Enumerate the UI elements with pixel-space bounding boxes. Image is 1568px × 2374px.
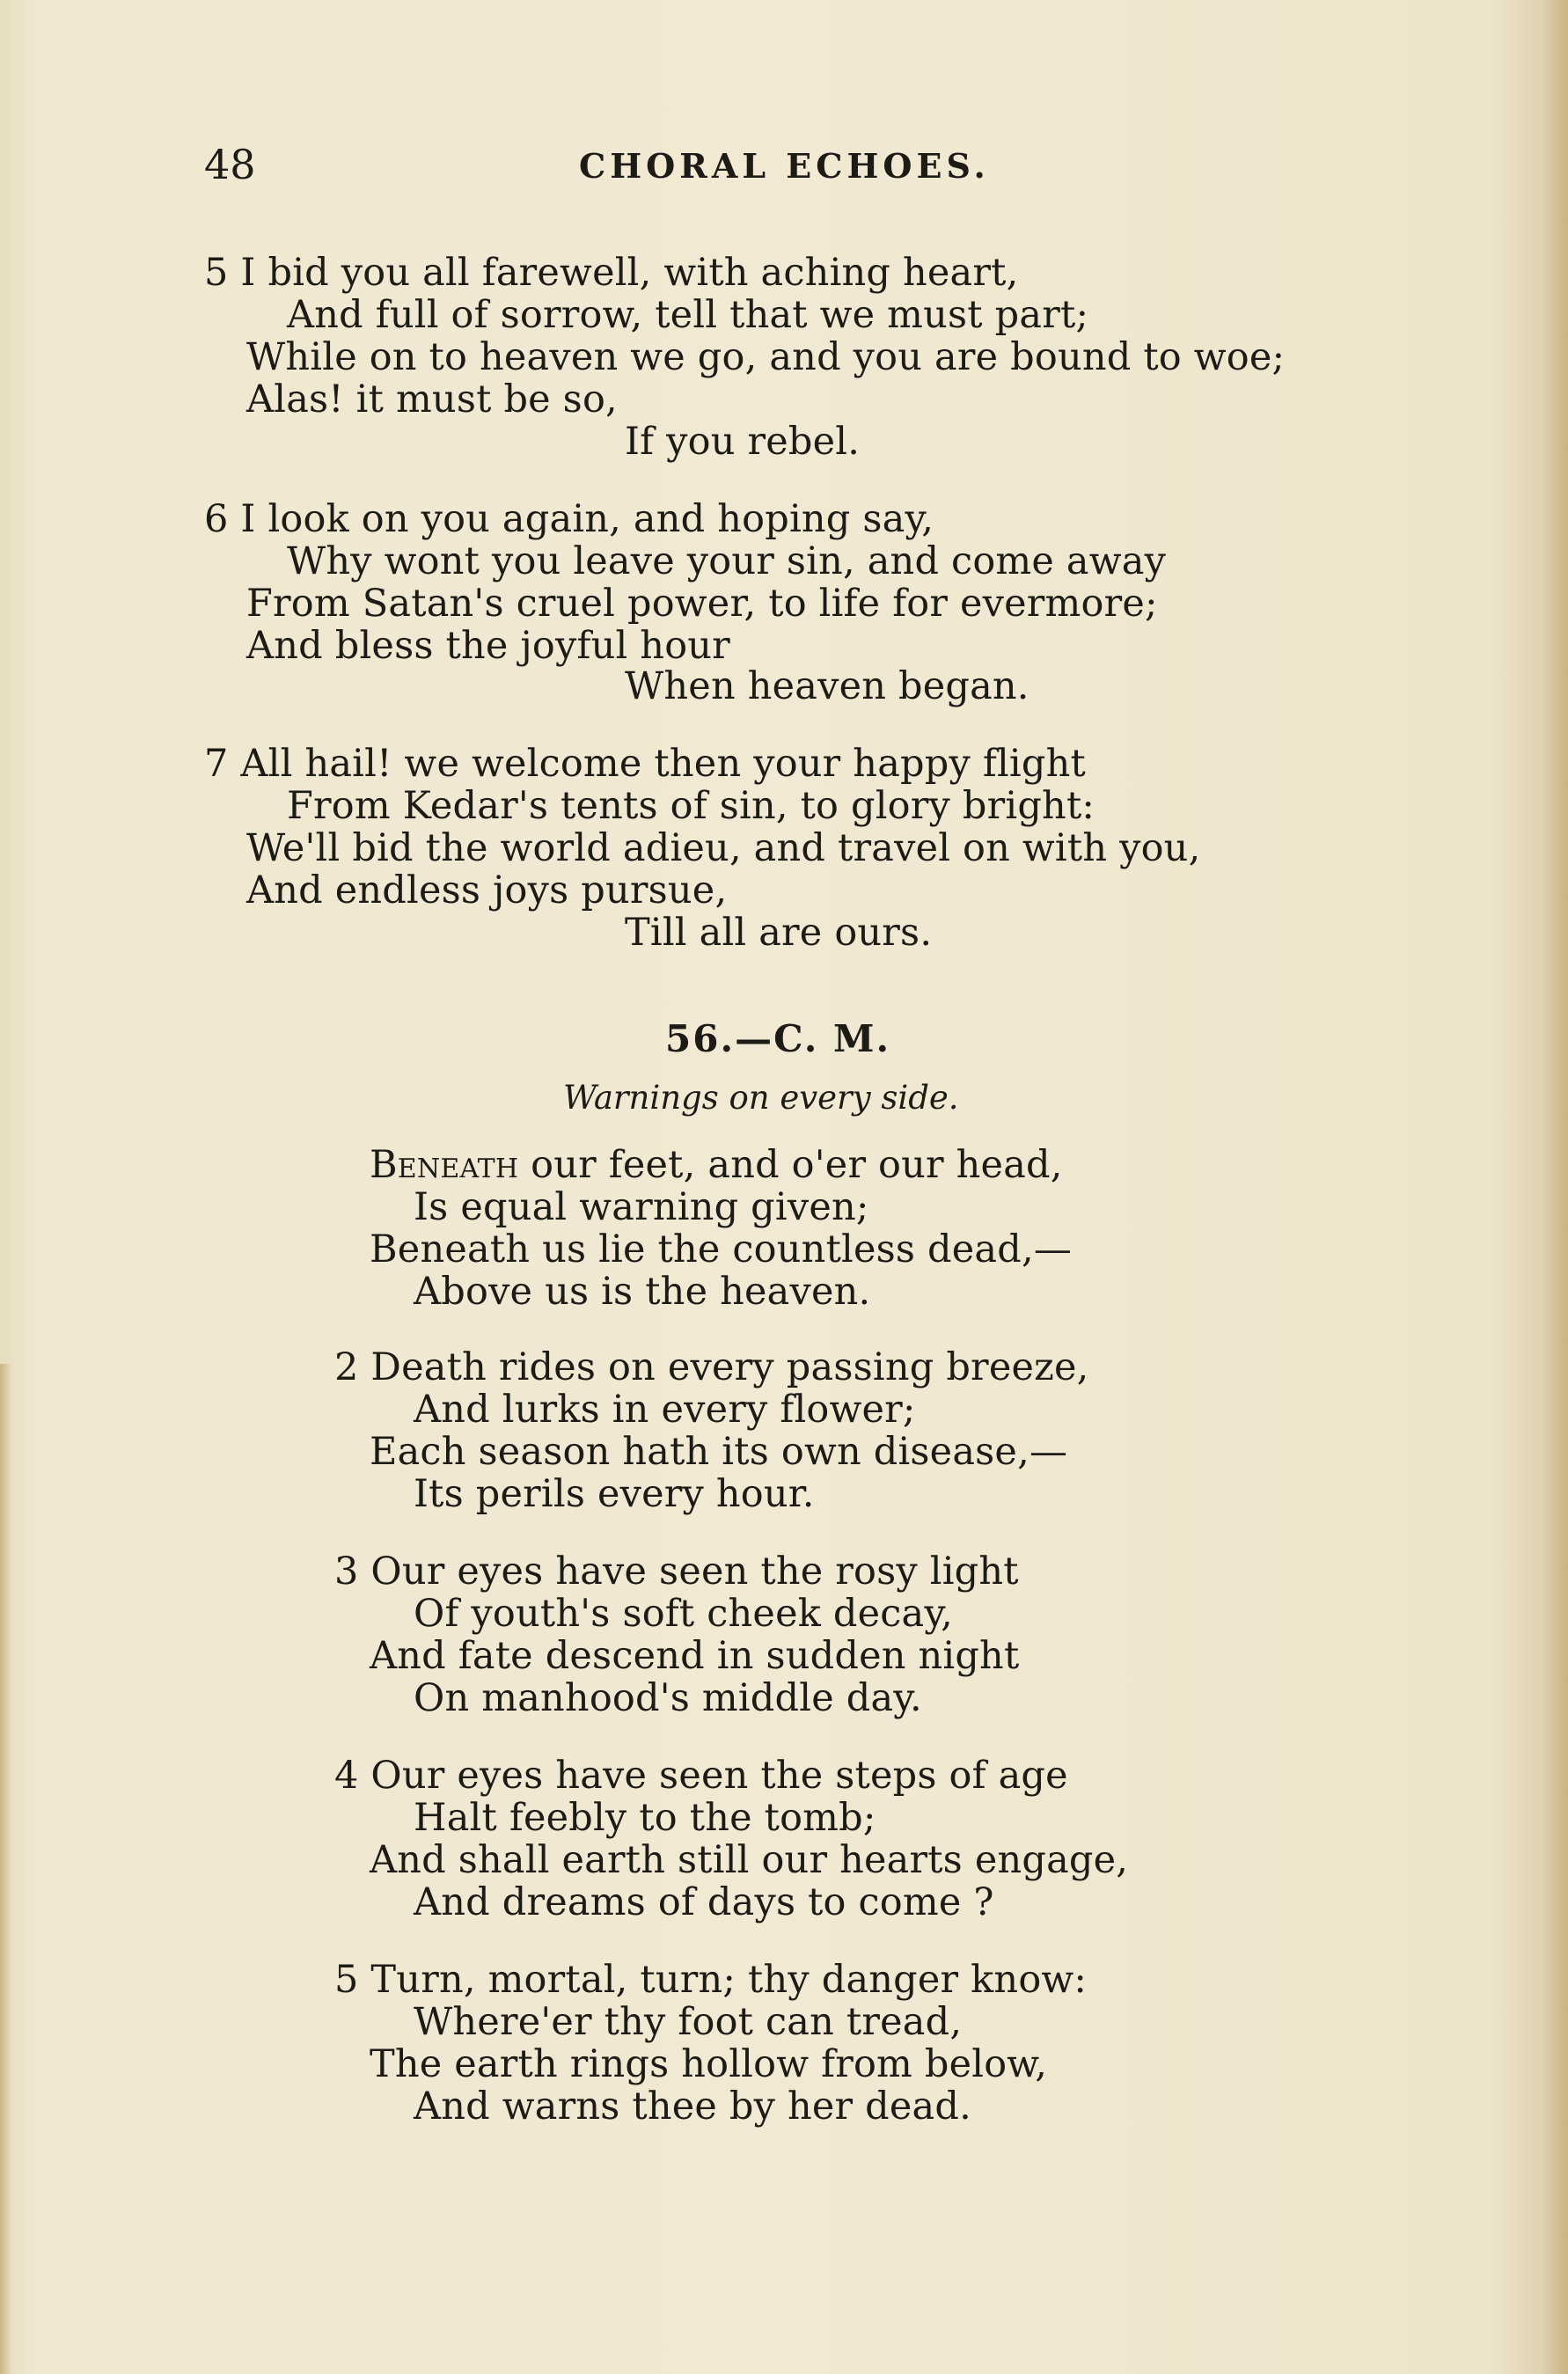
verse-line: And fate descend in sudden night — [370, 1634, 1020, 1678]
page-edge-shadow — [1542, 0, 1568, 2374]
verse-line: The earth rings hollow from below, — [370, 2042, 1048, 2086]
verse-line: 7 All hail! we welcome then your happy flight — [204, 742, 1086, 786]
verse-line: 3 Our eyes have seen the rosy light — [334, 1550, 1019, 1594]
verse-line: And endless joys pursue, — [246, 868, 728, 912]
verse-line: Each season hath its own disease,— — [370, 1430, 1068, 1474]
hymn-subtitle: Warnings on every side. — [563, 1079, 959, 1117]
verse-line: Alas! it must be so, — [246, 377, 618, 421]
verse-line-rest: our feet, and o'er our head, — [531, 1143, 1063, 1187]
verse-line: While on to heaven we go, and you are bound to woe; — [246, 335, 1286, 379]
verse-line: Beneath us lie the countless dead,— — [370, 1227, 1073, 1271]
verse-line: And shall earth still our hearts engage, — [370, 1838, 1129, 1882]
verse-line: 5 I bid you all farewell, with aching heart, — [204, 251, 1019, 295]
hymn-heading: 56.—C. M. — [665, 1017, 891, 1060]
verse-line: 5 Turn, mortal, turn; thy danger know: — [334, 1958, 1088, 2002]
verse-line: And dreams of days to come ? — [414, 1880, 994, 1924]
verse-line: From Kedar's tents of sin, to glory bright: — [287, 784, 1095, 828]
verse-line: And bless the joyful hour — [246, 624, 730, 668]
verse-line: Till all are ours. — [625, 911, 933, 955]
verse-line: Halt feebly to the tomb; — [414, 1796, 876, 1840]
verse-line: If you rebel. — [625, 420, 861, 464]
verse-line: On manhood's middle day. — [414, 1676, 922, 1720]
verse-line: Where'er thy foot can tread, — [414, 2000, 963, 2044]
running-title: CHORAL ECHOES. — [579, 146, 990, 186]
verse-line: And lurks in every flower; — [414, 1388, 916, 1432]
verse-line: 6 I look on you again, and hoping say, — [204, 497, 934, 541]
verse-line: We'll bid the world adieu, and travel on with you, — [246, 826, 1201, 870]
verse-line: When heaven began. — [625, 664, 1029, 708]
verse-line: 4 Our eyes have seen the steps of age — [334, 1754, 1068, 1798]
page-gutter-shadow — [0, 1364, 12, 2374]
verse-line: From Satan's cruel power, to life for evermore; — [246, 582, 1158, 626]
first-word: Beneath — [370, 1143, 519, 1187]
verse-line — [370, 1144, 1063, 1186]
verse-line: Is equal warning given; — [414, 1185, 869, 1229]
verse-line: And warns thee by her dead. — [414, 2085, 971, 2129]
verse-line: Above us is the heaven. — [414, 1270, 871, 1314]
verse-line: And full of sorrow, tell that we must part; — [287, 293, 1089, 337]
verse-line: Why wont you leave your sin, and come away — [287, 539, 1167, 583]
verse-line: Its perils every hour. — [414, 1472, 815, 1516]
verse-line: 2 Death rides on every passing breeze, — [334, 1345, 1089, 1389]
verse-line: Of youth's soft cheek decay, — [414, 1592, 953, 1636]
page-number: 48 — [204, 141, 256, 188]
